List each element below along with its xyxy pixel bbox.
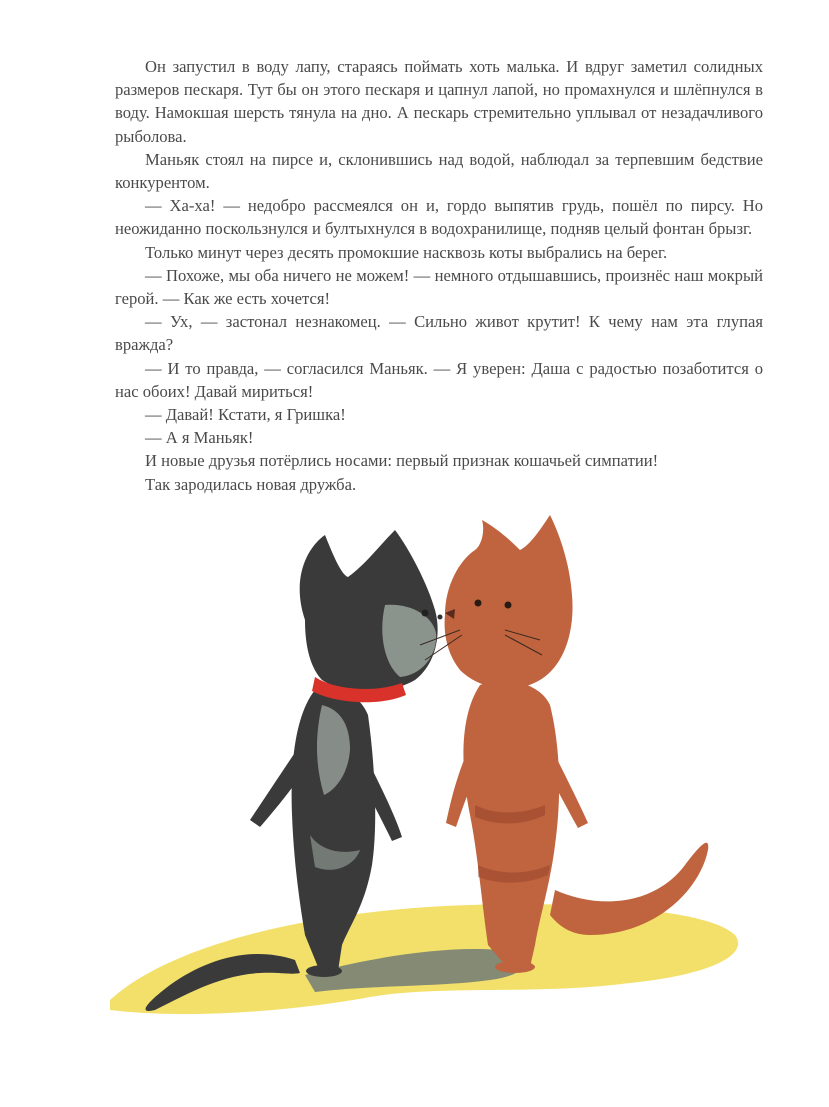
story-text [115,55,763,496]
paragraph: — И то правда, — согласился Маньяк. — Я уверен: Даша с радостью позаботится о нас обоих! Давай мириться! [115,358,763,401]
cats-nose-rub-illustration [110,505,750,1025]
paragraph: Так зародилась новая дружба. [145,474,357,494]
paragraph: — Похоже, мы оба ничего не можем! — немного отдышавшись, произнёс наш мокрый герой. — Как же есть хочется! [115,265,763,309]
paragraph: — Давай! Кстати, я Гришка! [145,405,346,425]
paragraph: — Ха-ха! — недобро рассмеялся он и, гордо выпятив грудь, пошёл по пирсу. Но неожиданно поскользнулся и бултыхнулся в водохранилище, подняв целый фонтан брызг. [115,196,763,239]
ginger-cat [420,515,708,973]
paragraph: И новые друзья потёрлись носами: первый признак кошачьей симпатии! [145,451,659,471]
paragraph: Только минут через десять промокшие насквозь коты выбрались на берег. [145,242,668,262]
paragraph: Он запустил в воду лапу, стараясь поймать хоть малька. И вдруг заметил солидных размеров пескаря. Тут бы он этого пескаря и цапнул лапой, но промахнулся и шлёпнулся в воду. Намокшая шерсть тянула на дно. А пескарь стремительно уплывал от незадачливого рыболова. [115,57,763,146]
paragraph: — Ух, — застонал незнакомец. — Сильно живот крутит! К чему нам эта глупая вражда? [115,312,763,355]
paragraph: — А я Маньяк! [145,428,254,448]
paragraph: Маньяк стоял на пирсе и, склонившись над водой, наблюдал за терпевшим бедствие конкурентом. [115,149,763,193]
